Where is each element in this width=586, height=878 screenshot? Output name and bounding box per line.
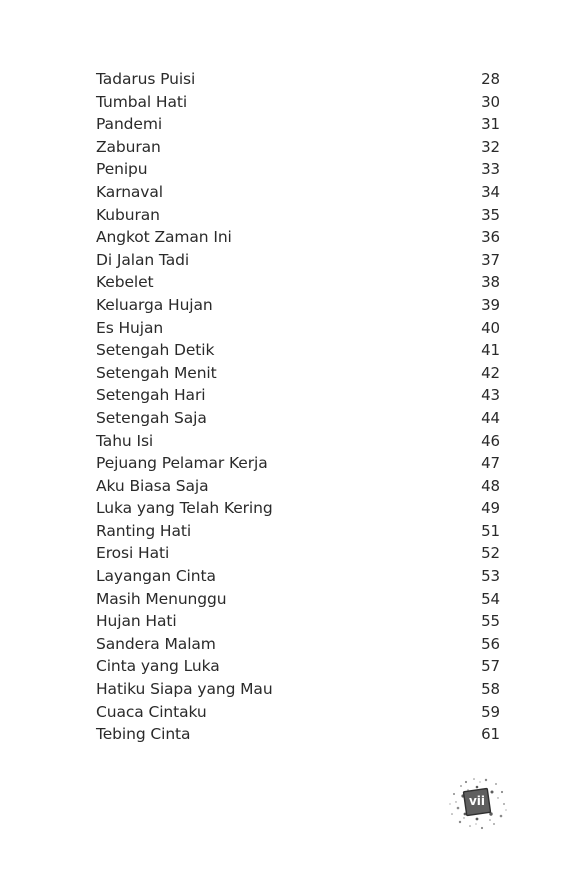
toc-entry [96, 68, 500, 91]
toc-entry-page: 34 [481, 182, 500, 201]
toc-entry [96, 497, 500, 520]
toc-entry-title: Tahu Isi [96, 431, 154, 450]
toc-entry-page: 51 [481, 521, 500, 540]
toc-entry [96, 249, 500, 272]
toc-entry [96, 475, 500, 498]
toc-entry-page: 55 [481, 612, 500, 631]
toc-entry [96, 158, 500, 181]
toc-entry-title: Setengah Saja [96, 408, 207, 427]
toc-entry-page: 32 [481, 137, 500, 156]
toc-entry [96, 701, 500, 724]
toc-entry-title: Ranting Hati [96, 521, 192, 540]
toc-entry [96, 362, 500, 385]
toc-entry-title: Tumbal Hati [96, 92, 188, 111]
toc-entry-title: Angkot Zaman Ini [96, 228, 232, 247]
toc-entry-title: Sandera Malam [96, 634, 216, 653]
toc-entry-page: 37 [481, 250, 500, 269]
toc-entry-title: Setengah Detik [96, 341, 215, 360]
toc-entry [96, 633, 500, 656]
toc-entry-title: Tadarus Puisi [96, 70, 196, 88]
toc-entry [96, 91, 500, 114]
toc-entry-page: 49 [481, 499, 500, 518]
toc-entry [96, 655, 500, 678]
toc-entry [96, 542, 500, 565]
page-number-badge [446, 774, 508, 832]
toc-entry-page: 38 [481, 273, 500, 292]
toc-entry [96, 430, 500, 453]
toc-entry-page: 33 [481, 160, 500, 179]
toc-entry-page: 42 [481, 363, 500, 382]
toc-entry-page: 44 [481, 408, 500, 427]
toc-entry-page: 57 [481, 657, 500, 676]
toc-entry-title: Cuaca Cintaku [96, 702, 207, 721]
toc-entry-page: 40 [481, 318, 500, 337]
toc-entry [96, 723, 500, 746]
toc-entry-title: Setengah Hari [96, 386, 206, 405]
toc-entry-title: Hujan Hati [96, 612, 177, 631]
toc-entry-page: 47 [481, 454, 500, 473]
toc-entry-page: 36 [481, 228, 500, 247]
toc-entry [96, 181, 500, 204]
toc-entry-page: 31 [481, 115, 500, 134]
toc-entry [96, 271, 500, 294]
toc-entry-title: Masih Menunggu [96, 589, 227, 608]
toc-entry [96, 565, 500, 588]
toc-entry-title: Cinta yang Luka [96, 657, 220, 676]
toc-entry [96, 407, 500, 430]
toc-entry-title: Layangan Cinta [96, 567, 216, 586]
toc-entry-page: 30 [481, 92, 500, 111]
toc-entry-title: Kebelet [96, 273, 154, 292]
toc-entry-page: 54 [481, 589, 500, 608]
toc-entry-title: Tebing Cinta [96, 725, 191, 744]
toc-entry-title: Penipu [96, 160, 148, 179]
toc-entry-title: Luka yang Telah Kering [96, 499, 273, 518]
toc-entry-title: Erosi Hati [96, 544, 170, 563]
toc-entry-page: 28 [481, 70, 500, 88]
toc-entry-title: Karnaval [96, 182, 163, 201]
toc-entry-title: Kuburan [96, 205, 160, 224]
toc-entry-page: 48 [481, 476, 500, 495]
toc-entry-title: Hatiku Siapa yang Mau [96, 680, 273, 699]
toc-entry-title: Aku Biasa Saja [96, 476, 209, 495]
toc-entry [96, 136, 500, 159]
toc-entry [96, 588, 500, 611]
toc-entry [96, 384, 500, 407]
toc-entry-title: Setengah Menit [96, 363, 217, 382]
toc-entry-title: Zaburan [96, 137, 161, 156]
toc-entry-page: 58 [481, 680, 500, 699]
toc-entry [96, 226, 500, 249]
toc-entry [96, 204, 500, 227]
table-of-contents [96, 68, 500, 746]
page-number: vii [468, 794, 486, 808]
toc-entry-title: Pandemi [96, 115, 163, 134]
toc-entry-title: Di Jalan Tadi [96, 250, 190, 269]
toc-entry [96, 678, 500, 701]
toc-entry [96, 113, 500, 136]
toc-entry [96, 339, 500, 362]
toc-entry [96, 610, 500, 633]
toc-entry [96, 520, 500, 543]
toc-entry-page: 39 [481, 295, 500, 314]
toc-entry [96, 294, 500, 317]
toc-entry-page: 53 [481, 567, 500, 586]
toc-entry-page: 35 [481, 205, 500, 224]
toc-entry-page: 52 [481, 544, 500, 563]
toc-entry [96, 452, 500, 475]
toc-entry-page: 56 [481, 634, 500, 653]
toc-entry-page: 59 [481, 702, 500, 721]
toc-entry-title: Es Hujan [96, 318, 164, 337]
toc-entry-page: 61 [481, 725, 500, 744]
toc-entry-title: Pejuang Pelamar Kerja [96, 454, 268, 473]
toc-entry-page: 46 [481, 431, 500, 450]
toc-entry-title: Keluarga Hujan [96, 295, 213, 314]
toc-entry [96, 317, 500, 340]
toc-entry-page: 43 [481, 386, 500, 405]
toc-entry-page: 41 [481, 341, 500, 360]
